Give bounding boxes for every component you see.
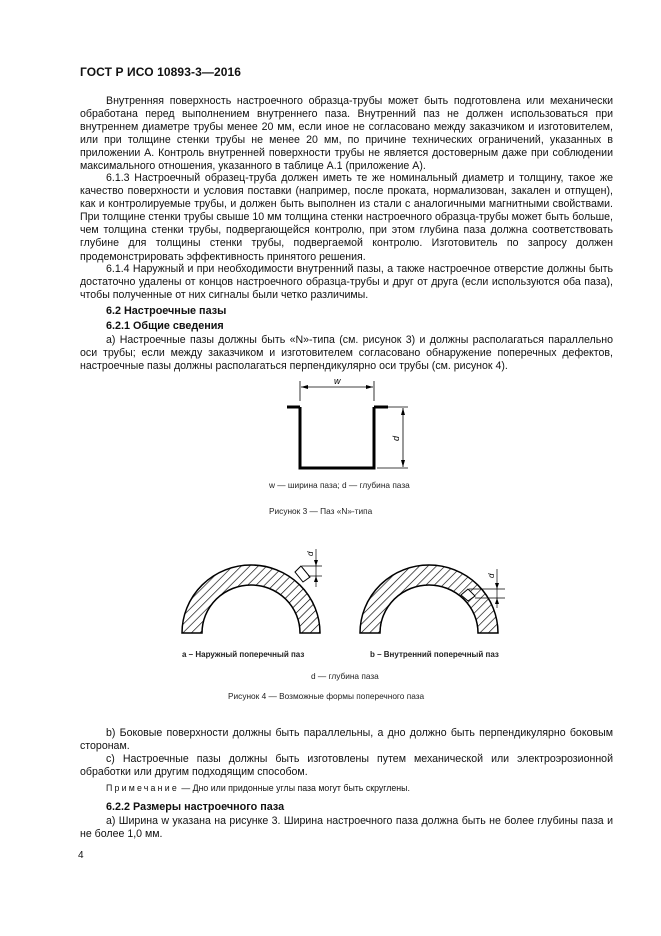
paragraph-6-2-1-b: b) Боковые поверхности должны быть параллельны, а дно должно быть перпендикулярно боковым сторонам. (80, 727, 613, 753)
note-text: — Дно или придонные углы паза могут быть скруглены. (181, 783, 410, 793)
depth-arrow-b-top (495, 583, 499, 589)
paragraph-6-2-2-a: а) Ширина w указана на рисунке 3. Ширина настроечного паза должна быть не более глубины паза и не более 1,0 мм. (80, 815, 613, 841)
note-label: Примечание (106, 783, 179, 793)
figure-4-legend: d — глубина паза (311, 671, 379, 681)
notch-outline (300, 407, 374, 468)
figure-4-transverse-notch-diagram (170, 535, 520, 645)
depth-arrow-a-top (314, 560, 318, 566)
external-notch (295, 566, 310, 582)
figure-3-legend: w — ширина паза; d — глубина паза (269, 480, 410, 490)
paragraph-6-2-1-c: с) Настроечные пазы должны быть изготовлены путем механической или электроэрозионной обработки или другим подходящим способом. (80, 753, 613, 779)
label-d-b: d (487, 573, 496, 578)
heading-6-2-1: 6.2.1 Общие сведения (106, 320, 224, 332)
depth-arrow-top (401, 408, 405, 415)
paragraph-6-1-3: 6.1.3 Настроечный образец-труба должен иметь те же номинальный диаметр и толщину, такое же качество поверхности и условия поставки (например, после проката, нормализован, закален и отпущен), как и контролируемые трубы, и должен быть выполнен из стали с аналогичными магнитными свойствами. При толщине стенки трубы свыше 10 мм толщина стенки настроечного образца-трубы может быть больше, чем толщина стенки трубы, подвергающейся контролю, при этом глубина паза должна соответствовать глубине для толщины стенки трубы, подвергаемой контролю. Изготовитель по запросу должен продемонстрировать эффективность принятого решения. (80, 172, 613, 263)
figure-3-n-notch-diagram (280, 375, 415, 475)
tube-section-internal (360, 565, 498, 633)
width-arrow-right (366, 385, 373, 389)
depth-arrow-bottom (401, 460, 405, 467)
heading-6-2: 6.2 Настроечные пазы (106, 305, 227, 317)
note (106, 783, 410, 793)
depth-arrow-b-bottom (495, 598, 499, 604)
label-w: w (334, 376, 341, 386)
document-header: ГОСТ Р ИСО 10893-3—2016 (80, 65, 242, 79)
depth-arrow-a-bottom (314, 576, 318, 582)
page-number: 4 (78, 850, 84, 861)
label-d: d (391, 435, 401, 441)
paragraph-6-1-4: 6.1.4 Наружный и при необходимости внутренний пазы, а также настроечное отверстие должны быть достаточно удалены от концов настроечного образца-трубы и друг от друга (если используются оба паза), чтобы полученные от них сигналы были четко различимы. (80, 263, 613, 302)
figure-3-caption: Рисунок 3 — Паз «N»-типа (269, 506, 373, 516)
figure-4b-label: b – Внутренний поперечный паз (370, 650, 499, 659)
paragraph-internal-surface: Внутренняя поверхность настроечного образца-трубы может быть подготовлена или механически обработана перед выполнением внутреннего паза. Внутренний паз не должен использоваться при внутреннем диаметре трубы менее 20 мм, если иное не согласовано между заказчиком и изготовителем, или при толщине стенки трубы не менее 20 мм, по причине технических ограничений, указанных в приложении А. Контроль внутренней поверхности трубы не является достоверным даже при соблюдении максимального отношения, указанного в таблице А.1 (приложение А). (80, 95, 613, 173)
label-d-a: d (306, 551, 315, 556)
heading-6-2-2: 6.2.2 Размеры настроечного паза (106, 801, 285, 813)
figure-4a-label: а – Наружный поперечный паз (182, 650, 305, 659)
paragraph-6-2-1-a: а) Настроечные пазы должны быть «N»-типа (см. рисунок 3) и должны располагаться параллельно оси трубы; если между заказчиком и изготовителем согласовано обнаружение поперечных дефектов, настроечные пазы должны располагаться перпендикулярно оси трубы (см. рисунок 4). (80, 334, 613, 373)
width-arrow-left (301, 385, 308, 389)
figure-4-caption: Рисунок 4 — Возможные формы поперечного паза (228, 691, 425, 701)
